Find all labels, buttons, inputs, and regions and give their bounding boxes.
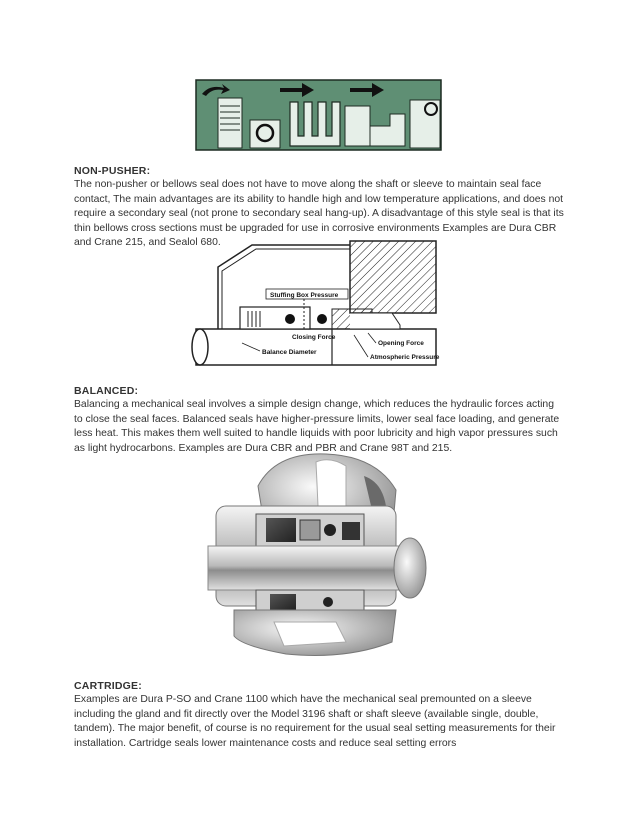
label-stuffing-box-pressure: Stuffing Box Pressure: [270, 292, 339, 299]
paragraph-cartridge: Examples are Dura P-SO and Crane 1100 which have the mechanical seal premounted on a sleeve including the gland and fit directly over the Model 3196 shaft or shaft sleeve (available single, double, tandem). The major benefit, of course is no requirement for the usual seal setting measurements for their installation. Cartridge seals lower maintenance costs and reduce seal setting errors: [74, 694, 556, 749]
label-opening-force: Opening Force: [378, 340, 424, 347]
heading-cartridge: CARTRIDGE:: [74, 680, 142, 692]
heading-non-pusher: NON-PUSHER:: [74, 165, 151, 177]
balanced-seal-diagram: [182, 237, 444, 375]
non-pusher-seal-diagram: [190, 76, 448, 156]
paragraph-balanced: Balancing a mechanical seal involves a simple design change, which reduces the hydraulic forces acting to close the seal faces. Balanced seals have higher-pressure limits, lower seal face loading, and generate less heat. This makes them well suited to handle liquids with poor lubricity and high vapor pressures such as light hydrocarbons. Examples are Dura CBR and PBR and Crane 98T and 215.: [74, 399, 560, 454]
label-balance-diameter: Balance Diameter: [262, 349, 317, 356]
label-closing-force: Closing Force: [292, 334, 336, 341]
paragraph-non-pusher: The non-pusher or bellows seal does not have to move along the shaft or sleeve to maintain seal face contact, The main advantages are its ability to handle high and low temperature applications, and does not require a secondary seal (not prone to secondary seal hang-up). A disadvantage of this style seal is that its thin bellows cross sections must be upgraded for use in corrosive environments Examples are Dura CBR and Crane 215, and Sealol 680.: [74, 179, 564, 249]
heading-balanced: BALANCED:: [74, 385, 139, 397]
label-atmospheric-pressure: Atmospheric Pressure: [370, 354, 440, 361]
cartridge-seal-illustration: [196, 446, 434, 664]
